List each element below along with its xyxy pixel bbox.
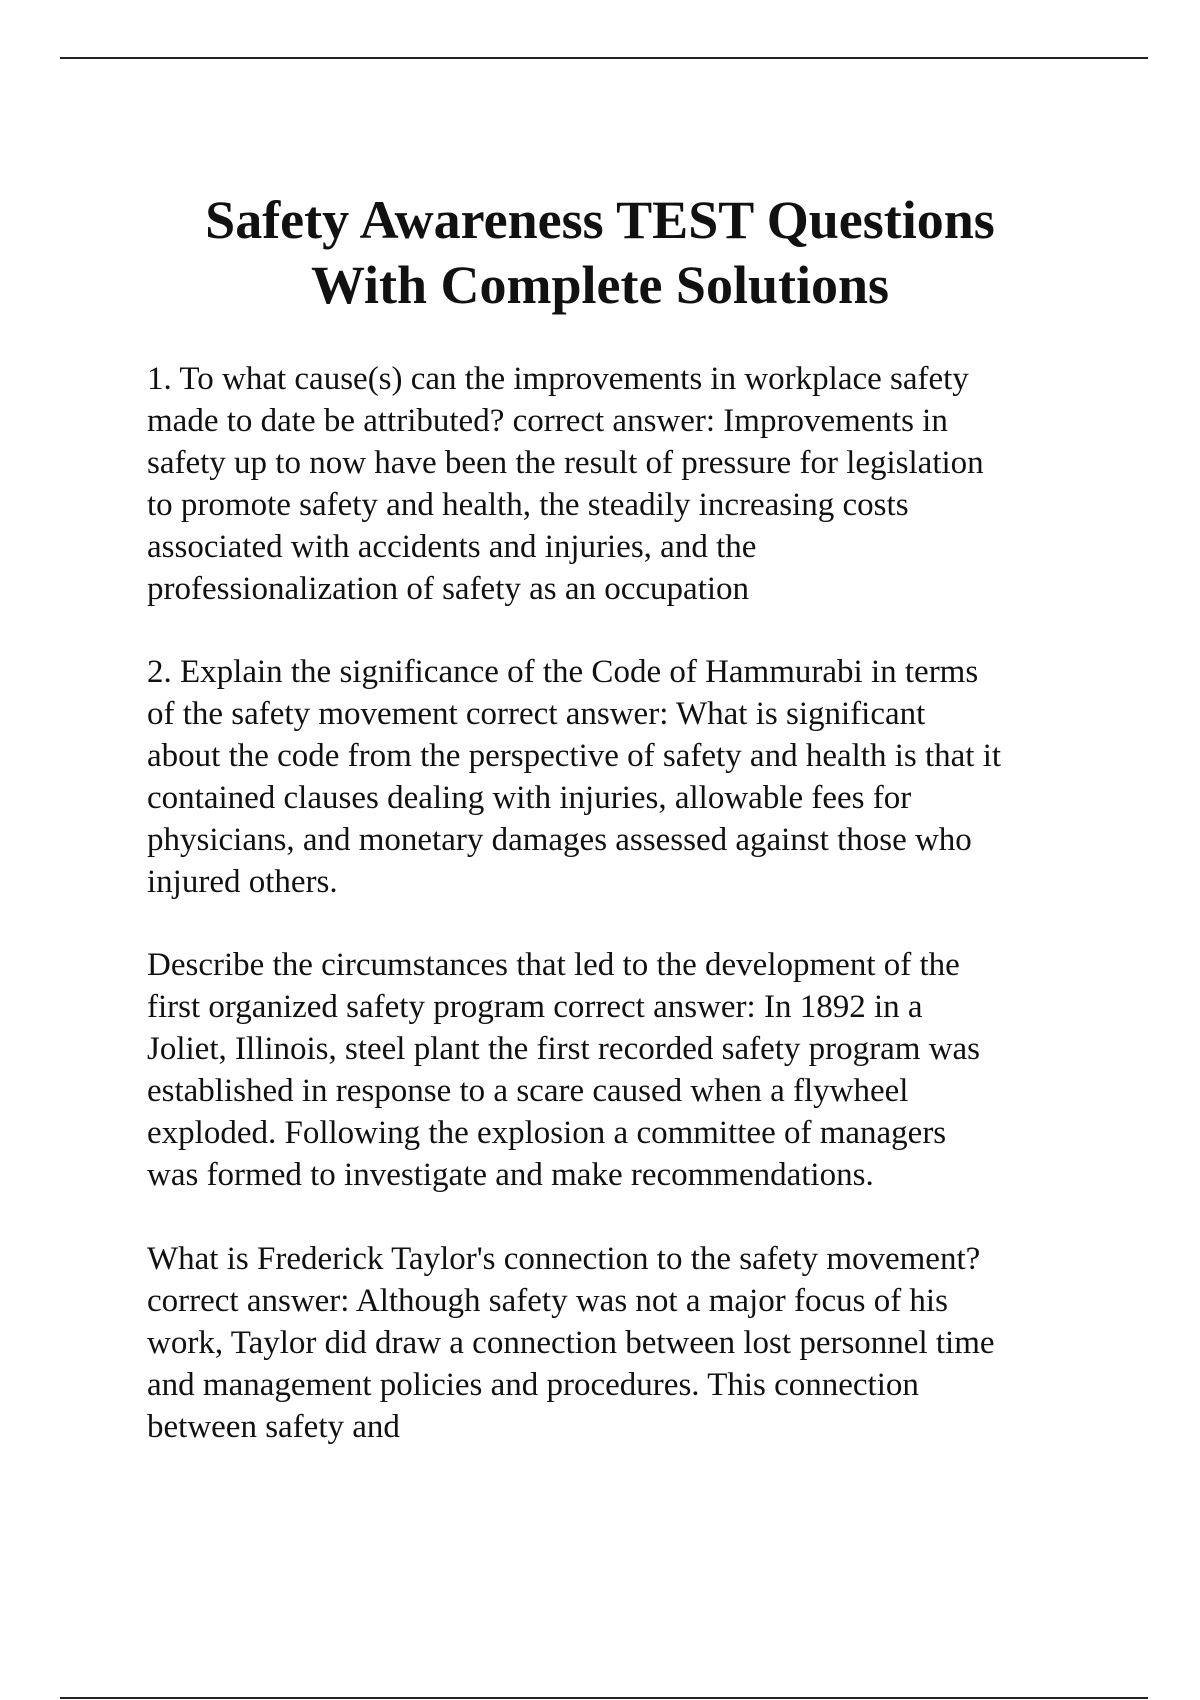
footer-divider <box>60 1697 1148 1699</box>
text-line: work, Taylor did draw a connection between lost personnel time <box>147 1325 995 1361</box>
text-line: made to date be attributed? correct answer: Improvements in <box>147 403 948 439</box>
title-line-1: Safety Awareness TEST Questions <box>205 190 995 250</box>
text-line: 1. To what cause(s) can the improvements in workplace safety <box>147 361 969 397</box>
text-line: Joliet, Illinois, steel plant the first recorded safety program was <box>147 1031 981 1067</box>
text-line: first organized safety program correct answer: In 1892 in a <box>147 989 923 1025</box>
text-line: injured others. <box>147 864 338 900</box>
text-line: and management policies and procedures. This connection <box>147 1367 919 1403</box>
text-line: Describe the circumstances that led to the development of the <box>147 947 960 983</box>
question-2 <box>147 651 1147 903</box>
text-line: What is Frederick Taylor's connection to the safety movement? <box>147 1241 981 1277</box>
text-line: to promote safety and health, the steadily increasing costs <box>147 487 909 523</box>
text-line: safety up to now have been the result of pressure for legislation <box>147 445 984 481</box>
text-line: physicians, and monetary damages assessed against those who <box>147 822 972 858</box>
text-line: of the safety movement correct answer: What is significant <box>147 696 926 732</box>
text-line: correct answer: Although safety was not a major focus of his <box>147 1283 948 1319</box>
question-3 <box>147 944 1147 1196</box>
text-line: professionalization of safety as an occupation <box>147 571 750 607</box>
question-1 <box>147 358 1147 610</box>
text-line: contained clauses dealing with injuries, allowable fees for <box>147 780 912 816</box>
document-title <box>0 188 1200 318</box>
title-line-2: With Complete Solutions <box>310 255 890 315</box>
text-line: was formed to investigate and make recommendations. <box>147 1157 874 1193</box>
question-4 <box>147 1238 1147 1448</box>
text-line: established in response to a scare caused when a flywheel <box>147 1073 909 1109</box>
text-line: between safety and <box>147 1409 400 1445</box>
text-line: associated with accidents and injuries, and the <box>147 529 757 565</box>
text-line: 2. Explain the significance of the Code of Hammurabi in terms <box>147 654 979 690</box>
text-line: about the code from the perspective of safety and health is that it <box>147 738 1002 774</box>
text-line: exploded. Following the explosion a committee of managers <box>147 1115 947 1151</box>
header-divider <box>60 57 1148 59</box>
